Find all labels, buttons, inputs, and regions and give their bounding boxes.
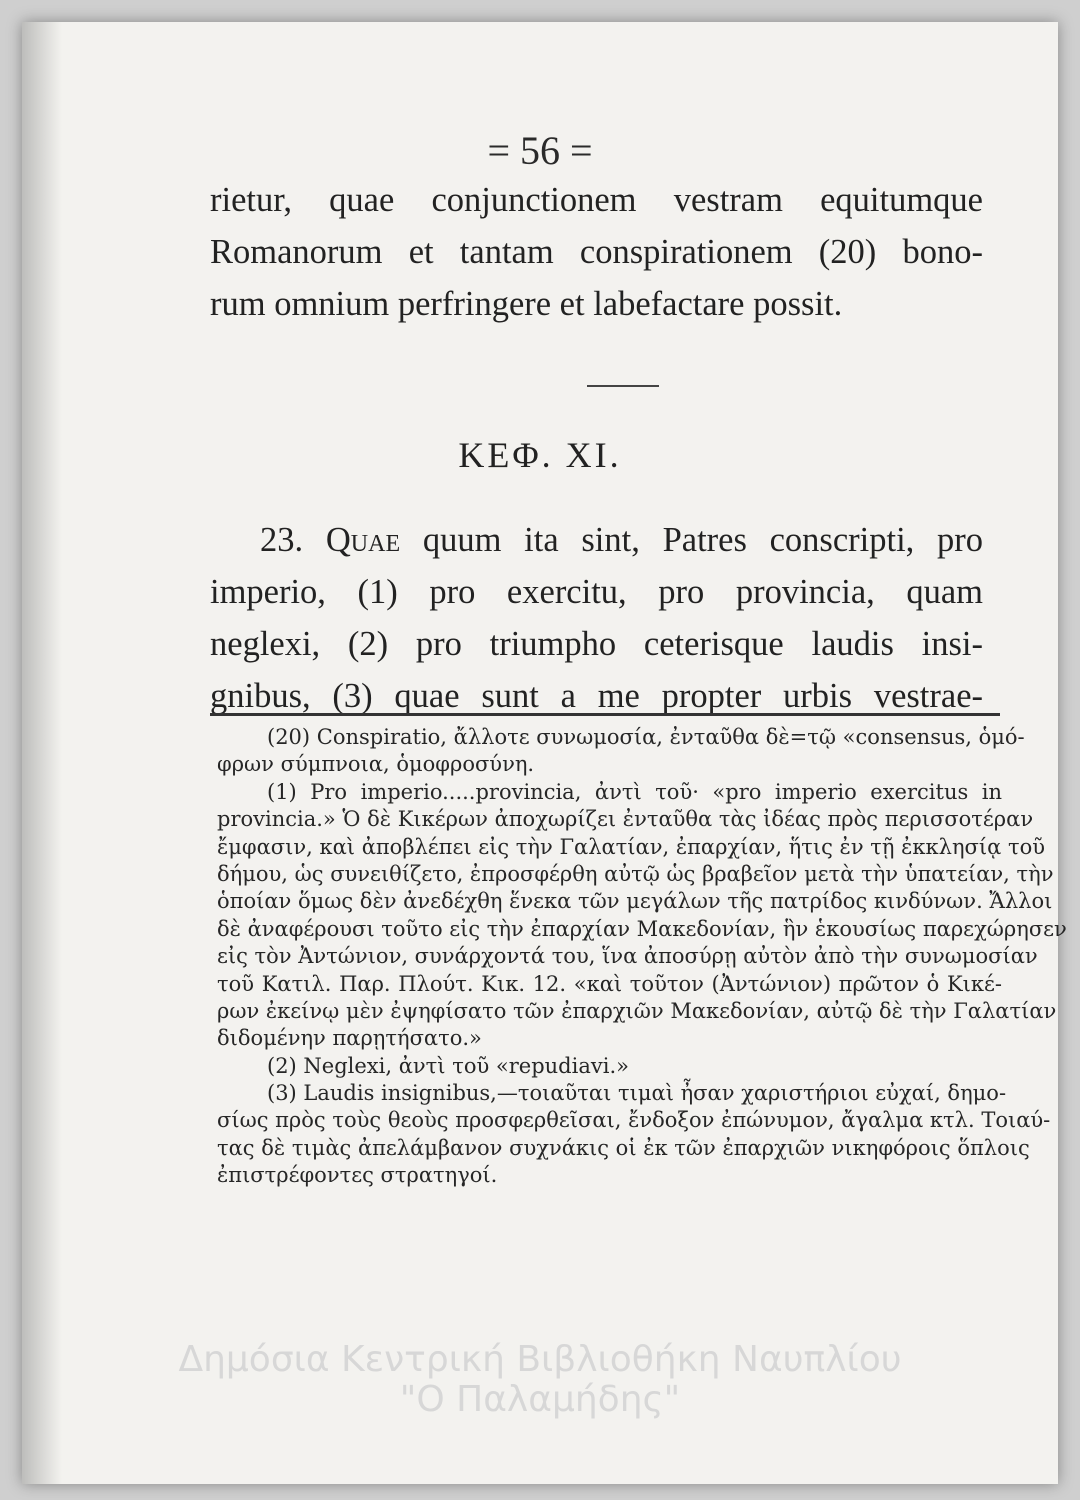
section-divider bbox=[587, 385, 659, 387]
library-watermark bbox=[0, 1340, 1080, 1420]
chapter-heading: ΚΕΦ. XI. bbox=[458, 435, 622, 475]
footnote-line: ρων ἐκείνῳ μὲν ἐψηφίσατο τῶν ἐπαρχιῶν Μακεδονίαν, αὐτῷ δὲ τὴν Γαλατίαν bbox=[217, 998, 1057, 1023]
watermark-line: "Ο Παλαμήδης" bbox=[399, 1379, 681, 1420]
footnote-line: provincia.» Ὁ δὲ Κικέρων ἀποχωρίζει ἐνταῦθα τὰς ἰδέας πρὸς περισσοτέραν bbox=[217, 807, 1034, 832]
footnote-line: (3) Laudis insignibus,—τοιαῦται τιμαὶ ἦσαν χαριστήριοι εὐχαί, δημο- bbox=[267, 1081, 1007, 1106]
paragraph-23 bbox=[210, 514, 983, 722]
footnote-line: δήμου, ὡς συνειθίζετο, ἐπροσφέρθη αὐτῷ ὡς βραβεῖον μετὰ τὴν ὑπατείαν, τὴν bbox=[217, 861, 1054, 886]
footnote-line: ἐπιστρέφοντες στρατηγοί. bbox=[217, 1163, 498, 1188]
footnote-line: τας δὲ τιμὰς ἀπελάμβανον συχνάκις οἱ ἐκ τῶν ἐπαρχιῶν νικηφόροις ὅπλοις bbox=[217, 1135, 1030, 1160]
footnote-line: εἰς τὸν Ἀντώνιον, συνάρχοντά του, ἵνα ἀποσύρῃ αὐτὸν ἀπὸ τὴν συνωμοσίαν bbox=[217, 944, 1038, 969]
watermark-line: Δημόσια Κεντρική Βιβλιοθήκη Ναυπλίου bbox=[178, 1339, 902, 1380]
footnote-line: (20) Conspiratio, ἄλλοτε συνωμοσία, ἐνταῦθα δὲ=τῷ «consensus, ὁμό- bbox=[267, 725, 1025, 749]
footnote-line: δὲ ἀναφέρουσι τοῦτο εἰς τὴν ἐπαρχίαν Μακεδονίαν, ἣν ἑκουσίως παρεχώρησεν bbox=[217, 916, 1067, 941]
text-line bbox=[210, 514, 983, 566]
text-line: rietur, quae conjunctionem vestram equitumque bbox=[210, 181, 983, 219]
footnote-line: (1) Pro imperio.....provincia, ἀντὶ τοῦ· «pro imperio exercitus in bbox=[267, 779, 1002, 804]
footnote-line: σίως πρὸς τοὺς θεοὺς προσφερθεῖσαι, ἔνδοξον ἐπώνυμον, ἄγαλμα κτλ. Τοιαύ- bbox=[217, 1108, 1051, 1133]
text-line: rum omnium perfringere et labefactare possit. bbox=[210, 285, 843, 323]
text-line-rest: quum ita sint, Patres conscripti, pro bbox=[400, 521, 984, 559]
footnote-line: τοῦ Κατιλ. Παρ. Πλούτ. Κικ. 12. «καὶ τοῦτον (Ἀντώνιον) πρῶτον ὁ Κικέ- bbox=[217, 971, 1002, 996]
footnote-line: φρων σύμπνοια, ὁμοφροσύνη. bbox=[217, 752, 535, 777]
footnote-line: διδομένην παρῃτήσατο.» bbox=[217, 1026, 482, 1051]
text-line: gnibus, (3) quae sunt a me propter urbis vestrae- bbox=[210, 677, 983, 715]
footnote-rule bbox=[210, 713, 1000, 716]
footnote-line: ἔμφασιν, καὶ ἀποβλέπει εἰς τὴν Γαλατίαν, ἐπαρχίαν, ἥτις ἐν τῇ ἐκκλησίᾳ τοῦ bbox=[217, 834, 1046, 859]
paragraph-lead-word: Quae bbox=[325, 521, 401, 559]
footnotes bbox=[217, 724, 1067, 1190]
text-line: imperio, (1) pro exercitu, pro provincia, quam bbox=[210, 573, 983, 611]
footnote-line: (2) Neglexi, ἀντὶ τοῦ «repudiavi.» bbox=[267, 1053, 629, 1078]
paragraph-number: 23. bbox=[260, 521, 304, 559]
book-page bbox=[22, 22, 1067, 1484]
text-line: Romanorum et tantam conspirationem (20) bono- bbox=[210, 233, 983, 271]
page-gutter-shadow bbox=[22, 22, 62, 1484]
continuation-text bbox=[210, 174, 983, 330]
footnote-line: ὁποίαν ὅμως δὲν ἀνεδέχθη ἕνεκα τῶν μεγάλων τῆς πατρίδος κινδύνων. Ἄλλοι bbox=[217, 889, 1053, 914]
text-line: neglexi, (2) pro triumpho ceterisque laudis insi- bbox=[210, 625, 983, 663]
page-number: = 56 = bbox=[487, 128, 593, 173]
